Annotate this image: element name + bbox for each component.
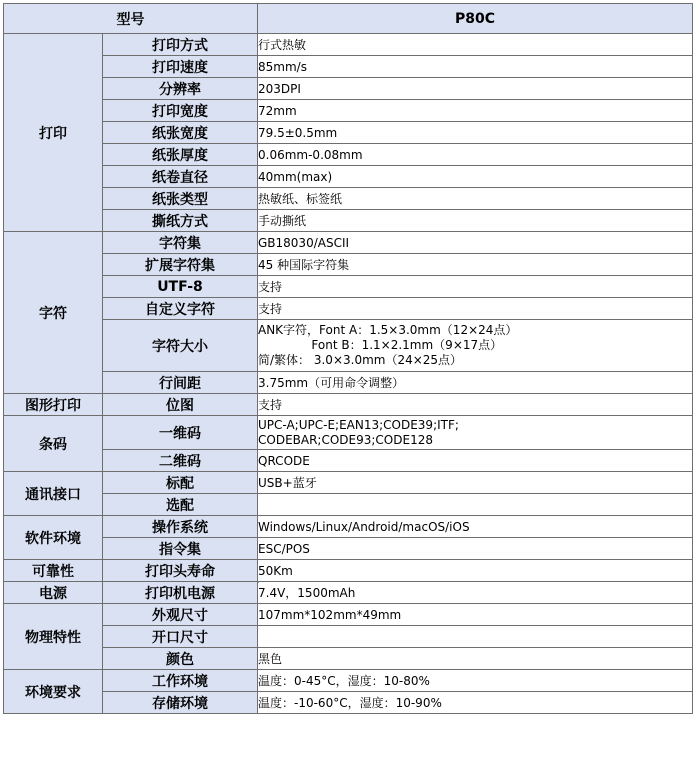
- table-row: [4, 232, 693, 254]
- value-storage-env: 温度：-10-60°C，湿度：10-90%: [258, 692, 693, 714]
- param-os: 操作系统: [103, 516, 258, 538]
- value-paper-type: 热敏纸、标签纸: [258, 188, 693, 210]
- param-line-spacing: 行间距: [103, 372, 258, 394]
- table-row: [4, 494, 693, 516]
- param-dimensions: 外观尺寸: [103, 604, 258, 626]
- param-paper-thickness: 纸张厚度: [103, 144, 258, 166]
- param-charset: 字符集: [103, 232, 258, 254]
- table-row: [4, 166, 693, 188]
- param-roll-diameter: 纸卷直径: [103, 166, 258, 188]
- param-standard: 标配: [103, 472, 258, 494]
- group-barcode: 条码: [4, 416, 103, 472]
- value-working-env: 温度：0-45°C，湿度：10-80%: [258, 670, 693, 692]
- param-storage-env: 存储环境: [103, 692, 258, 714]
- table-row: [4, 648, 693, 670]
- char-size-line-2: Font B：1.1×2.1mm（9×17点）: [258, 338, 503, 352]
- table-row: [4, 188, 693, 210]
- group-software: 软件环境: [4, 516, 103, 560]
- table-row: [4, 692, 693, 714]
- value-color: 黑色: [258, 648, 693, 670]
- param-barcode-1d: 一维码: [103, 416, 258, 450]
- table-row: [4, 320, 693, 372]
- param-bitmap: 位图: [103, 394, 258, 416]
- group-graphic: 图形打印: [4, 394, 103, 416]
- value-custom-char: 支持: [258, 298, 693, 320]
- table-row: [4, 416, 693, 450]
- table-row: [4, 472, 693, 494]
- value-command-set: ESC/POS: [258, 538, 693, 560]
- model-label: 型号: [4, 4, 258, 34]
- value-os: Windows/Linux/Android/macOS/iOS: [258, 516, 693, 538]
- value-tear-method: 手动撕纸: [258, 210, 693, 232]
- param-print-speed: 打印速度: [103, 56, 258, 78]
- table-row: [4, 298, 693, 320]
- header-row: [4, 4, 693, 34]
- table-row: [4, 372, 693, 394]
- group-print: 打印: [4, 34, 103, 232]
- param-opening-size: 开口尺寸: [103, 626, 258, 648]
- value-printer-power: 7.4V，1500mAh: [258, 582, 693, 604]
- barcode-1d-line-2: CODEBAR;CODE93;CODE128: [258, 432, 433, 447]
- group-font: 字符: [4, 232, 103, 394]
- table-row: [4, 604, 693, 626]
- group-physical: 物理特性: [4, 604, 103, 670]
- char-size-line-1: ANK字符，Font A：1.5×3.0mm（12×24点）: [258, 323, 518, 337]
- table-row: [4, 626, 693, 648]
- param-command-set: 指令集: [103, 538, 258, 560]
- value-bitmap: 支持: [258, 394, 693, 416]
- param-print-method: 打印方式: [103, 34, 258, 56]
- param-optional: 选配: [103, 494, 258, 516]
- value-print-width: 72mm: [258, 100, 693, 122]
- value-resolution: 203DPI: [258, 78, 693, 100]
- param-char-size: 字符大小: [103, 320, 258, 372]
- table-row: [4, 450, 693, 472]
- table-row: [4, 210, 693, 232]
- value-standard: USB+蓝牙: [258, 472, 693, 494]
- table-row: [4, 560, 693, 582]
- table-row: [4, 78, 693, 100]
- spec-table: [3, 3, 693, 714]
- group-environment: 环境要求: [4, 670, 103, 714]
- value-print-speed: 85mm/s: [258, 56, 693, 78]
- value-ext-charset: 45 种国际字符集: [258, 254, 693, 276]
- group-interface: 通讯接口: [4, 472, 103, 516]
- table-row: [4, 582, 693, 604]
- value-head-life: 50Km: [258, 560, 693, 582]
- param-printer-power: 打印机电源: [103, 582, 258, 604]
- param-resolution: 分辨率: [103, 78, 258, 100]
- value-charset: GB18030/ASCII: [258, 232, 693, 254]
- table-row: [4, 670, 693, 692]
- model-value: P80C: [258, 4, 693, 34]
- param-paper-width: 纸张宽度: [103, 122, 258, 144]
- table-row: [4, 538, 693, 560]
- param-barcode-2d: 二维码: [103, 450, 258, 472]
- param-ext-charset: 扩展字符集: [103, 254, 258, 276]
- value-roll-diameter: 40mm(max): [258, 166, 693, 188]
- param-print-width: 打印宽度: [103, 100, 258, 122]
- group-reliability: 可靠性: [4, 560, 103, 582]
- table-row: [4, 394, 693, 416]
- table-row: [4, 122, 693, 144]
- param-working-env: 工作环境: [103, 670, 258, 692]
- value-paper-thickness: 0.06mm-0.08mm: [258, 144, 693, 166]
- table-row: [4, 254, 693, 276]
- table-row: [4, 56, 693, 78]
- param-tear-method: 撕纸方式: [103, 210, 258, 232]
- param-color: 颜色: [103, 648, 258, 670]
- value-utf8: 支持: [258, 276, 693, 298]
- table-row: [4, 276, 693, 298]
- param-custom-char: 自定义字符: [103, 298, 258, 320]
- value-dimensions: 107mm*102mm*49mm: [258, 604, 693, 626]
- value-barcode-2d: QRCODE: [258, 450, 693, 472]
- value-paper-width: 79.5±0.5mm: [258, 122, 693, 144]
- value-opening-size: [258, 626, 693, 648]
- value-line-spacing: 3.75mm（可用命令调整）: [258, 372, 693, 394]
- value-char-size: [258, 320, 693, 372]
- table-row: [4, 144, 693, 166]
- param-utf8: UTF-8: [103, 276, 258, 298]
- barcode-1d-line-1: UPC-A;UPC-E;EAN13;CODE39;ITF;: [258, 417, 459, 432]
- table-row: [4, 100, 693, 122]
- param-head-life: 打印头寿命: [103, 560, 258, 582]
- table-row: [4, 516, 693, 538]
- value-optional: [258, 494, 693, 516]
- group-power: 电源: [4, 582, 103, 604]
- char-size-line-3: 简/繁体： 3.0×3.0mm（24×25点）: [258, 353, 463, 367]
- value-print-method: 行式热敏: [258, 34, 693, 56]
- table-row: [4, 34, 693, 56]
- value-barcode-1d: [258, 416, 693, 450]
- param-paper-type: 纸张类型: [103, 188, 258, 210]
